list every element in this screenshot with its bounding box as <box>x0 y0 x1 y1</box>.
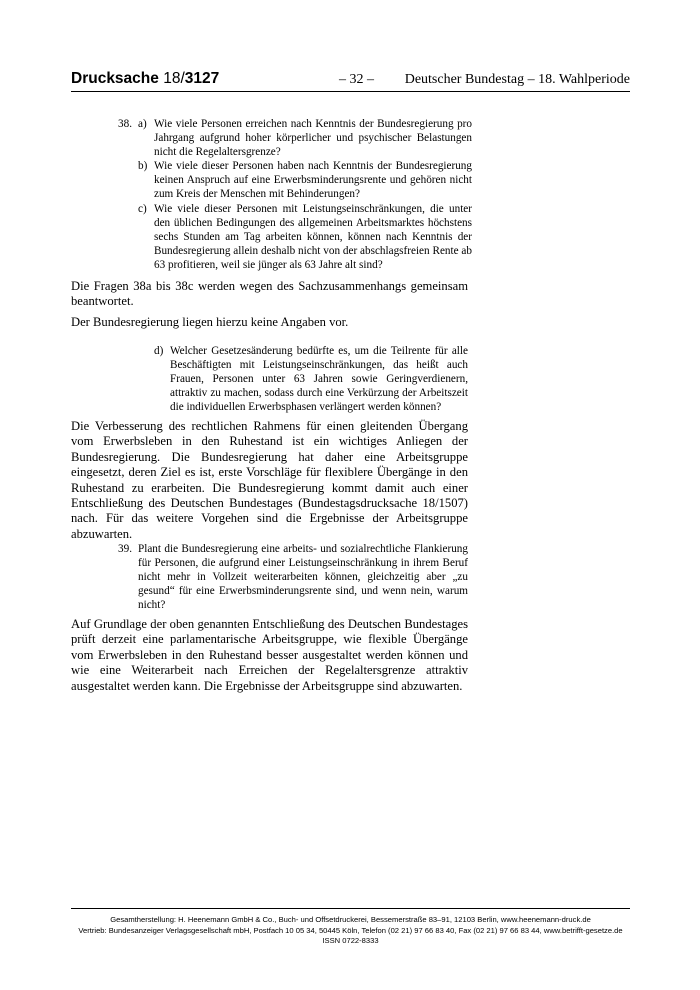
question-38d <box>154 344 468 414</box>
header-divider <box>71 91 630 92</box>
page-header <box>71 70 630 92</box>
doc-number: 3127 <box>184 70 220 87</box>
answer-38-intro: Die Fragen 38a bis 38c werden wegen des Sachzusammenhangs gemeinsam beantwortet. <box>71 279 468 309</box>
question-38b-label: b) <box>138 160 148 172</box>
question-38c <box>138 202 472 272</box>
footer-issn: ISSN 0722-8333 <box>322 936 379 946</box>
question-38a-text: Wie viele Personen erreichen nach Kenntnis der Bundesregierung pro Jahrgang aufgrund hoher körperlicher und psychischer Belastungen nicht die Regelaltersgrenze? <box>154 118 472 158</box>
footer-printer-line: Gesamtherstellung: H. Heenemann GmbH & Co., Buch- und Offsetdruckerei, Bessemerstraße 83–91, 12103 Berlin, www.heenemann-druck.de <box>110 915 591 924</box>
question-38-number: 38. <box>118 118 132 130</box>
answer-39: Auf Grundlage der oben genannten Entschließung des Deutschen Bundestages prüft derzeit eine parlamentarische Arbeitsgruppe, wie flexible Übergänge vom Erwerbsleben in den Ruhestand besser ausgestaltet werden können und wie eine Weiterarbeit nach Erreichen der Regelaltersgrenze attraktiv ausgestaltet werden kann. Die Ergebnisse der Arbeitsgruppe sind abzuwarten. <box>71 617 468 693</box>
doc-prefix: Drucksache <box>71 70 164 87</box>
question-38a <box>138 117 472 159</box>
question-39-text: Plant die Bundesregierung eine arbeits- und sozialrechtliche Flankierung für Personen, die aufgrund einer Leistungseinschränkung in ihrem Beruf nicht mehr in Vollzeit weiterarbeiten können, gleichzeitig aber „zu gesund“ für eine Erwerbsminderungsrente sind, und wenn nein, warum nicht? <box>138 543 468 611</box>
institution-label: Deutscher Bundestag – 18. Wahlperiode <box>404 72 630 87</box>
footer-divider <box>71 908 630 909</box>
question-39-number: 39. <box>118 543 132 555</box>
page-number: – 32 – <box>339 72 374 87</box>
page-footer <box>71 915 630 947</box>
document-number <box>71 70 219 88</box>
question-38b-text: Wie viele dieser Personen haben nach Kenntnis der Bundesregierung keinen Anspruch auf eine Erwerbsminderungsrente und gehören nicht zum Kreis der Menschen mit Behinderungen? <box>154 160 472 200</box>
answer-38d: Die Verbesserung des rechtlichen Rahmens für einen gleitenden Übergang vom Erwerbsleben in den Ruhestand ist ein wichtiges Anliegen der Bundesregierung. Die Bundesregierung hat daher eine Arbeitsgruppe eingesetzt, deren Ziel es ist, erste Vorschläge für flexiblere Übergänge in den Ruhestand zu erarbeiten. Die Bundesregierung kommt damit auch einer Entschließung des Deutschen Bundestages (Bundestagsdrucksache 18/1507) nach. Für das weitere Vorgehen sind die Ergebnisse der Arbeitsgruppe abzuwarten. <box>71 419 468 541</box>
question-38c-label: c) <box>138 203 147 215</box>
doc-period: 18/ <box>163 70 185 87</box>
answer-38-body: Der Bundesregierung liegen hierzu keine Angaben vor. <box>71 315 349 329</box>
question-38c-text: Wie viele dieser Personen mit Leistungseinschränkungen, die unter den üblichen Bedingungen des allgemeinen Arbeitsmarktes höchstens sechs Stunden am Tag arbeiten können, können nach Kenntnis der Bundesregierung allein deshalb nicht von der abschlagsfreien Rente ab 63 profitieren, weil sie jünger als 63 Jahre alt sind? <box>154 203 472 271</box>
question-38d-text: Welcher Gesetzesänderung bedürfte es, um die Teilrente für alle Beschäftigten mit Leistungseinschränkungen, das heißt auch Frauen, Personen unter 63 Jahren sowie Geringverdienern, attraktiv zu machen, sodass durch eine Verkürzung der Arbeitszeit die individuellen Erwerbsphasen verlängert werden können? <box>170 345 468 413</box>
question-38b <box>138 159 472 201</box>
question-38d-label: d) <box>154 345 164 357</box>
footer-distribution-line: Vertrieb: Bundesanzeiger Verlagsgesellschaft mbH, Postfach 10 05 34, 50445 Köln, Telefon (02 21) 97 66 83 40, Fax (02 21) 97 66 83 44, www.betrifft-gesetze.de <box>78 925 623 935</box>
question-38a-label: a) <box>138 118 147 130</box>
